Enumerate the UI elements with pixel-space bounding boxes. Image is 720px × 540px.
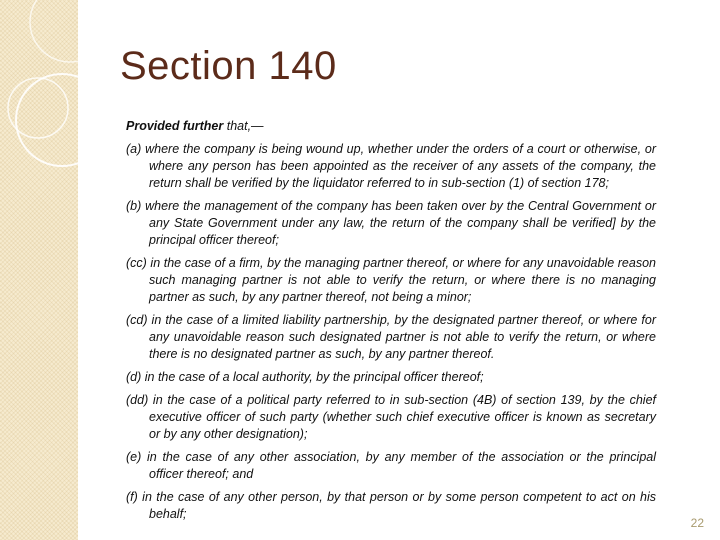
clause-f: (f) in the case of any other person, by that person or by some person competent to act on his behalf;: [126, 490, 656, 521]
slide-body: [126, 118, 656, 529]
clause-dd: (dd) in the case of a political party referred to in sub-section (4B) of section 139, by the chief executive officer of such party (whether such chief executive officer is known as secretary or by any other designation);: [126, 393, 656, 441]
intro-bold: Provided further: [126, 119, 224, 133]
clause-cd: (cd) in the case of a limited liability partnership, by the designated partner thereof, or where for any unavoidable reason such designated partner is not able to verify the return, or where there is no designated partner as such, by any partner thereof.: [126, 313, 656, 361]
decorative-circles: [0, 0, 130, 200]
intro-line: [126, 118, 656, 135]
clause-b: (b) where the management of the company has been taken over by the Central Government or any State Government under any law, the return of the company shall be verified] by the principal officer thereof;: [126, 199, 656, 247]
page-number: 22: [690, 516, 704, 530]
intro-rest: that,—: [223, 119, 264, 133]
clause-d: (d) in the case of a local authority, by the principal officer thereof;: [126, 370, 484, 384]
clause-cc: (cc) in the case of a firm, by the managing partner thereof, or where for any unavoidable reason such managing partner is not able to verify the return, or where there is no managing partner as such, by any partner thereof, not being a minor;: [126, 256, 656, 304]
clause-e: (e) in the case of any other association, by any member of the association or the principal officer thereof; and: [126, 450, 656, 481]
clause-a: (a) where the company is being wound up, whether under the orders of a court or otherwise, or where any person has been appointed as the receiver of any assets of the company, the return shall be verified by the liquidator referred to in sub-section (1) of section 178;: [126, 142, 656, 190]
slide-title: Section 140: [120, 44, 337, 88]
